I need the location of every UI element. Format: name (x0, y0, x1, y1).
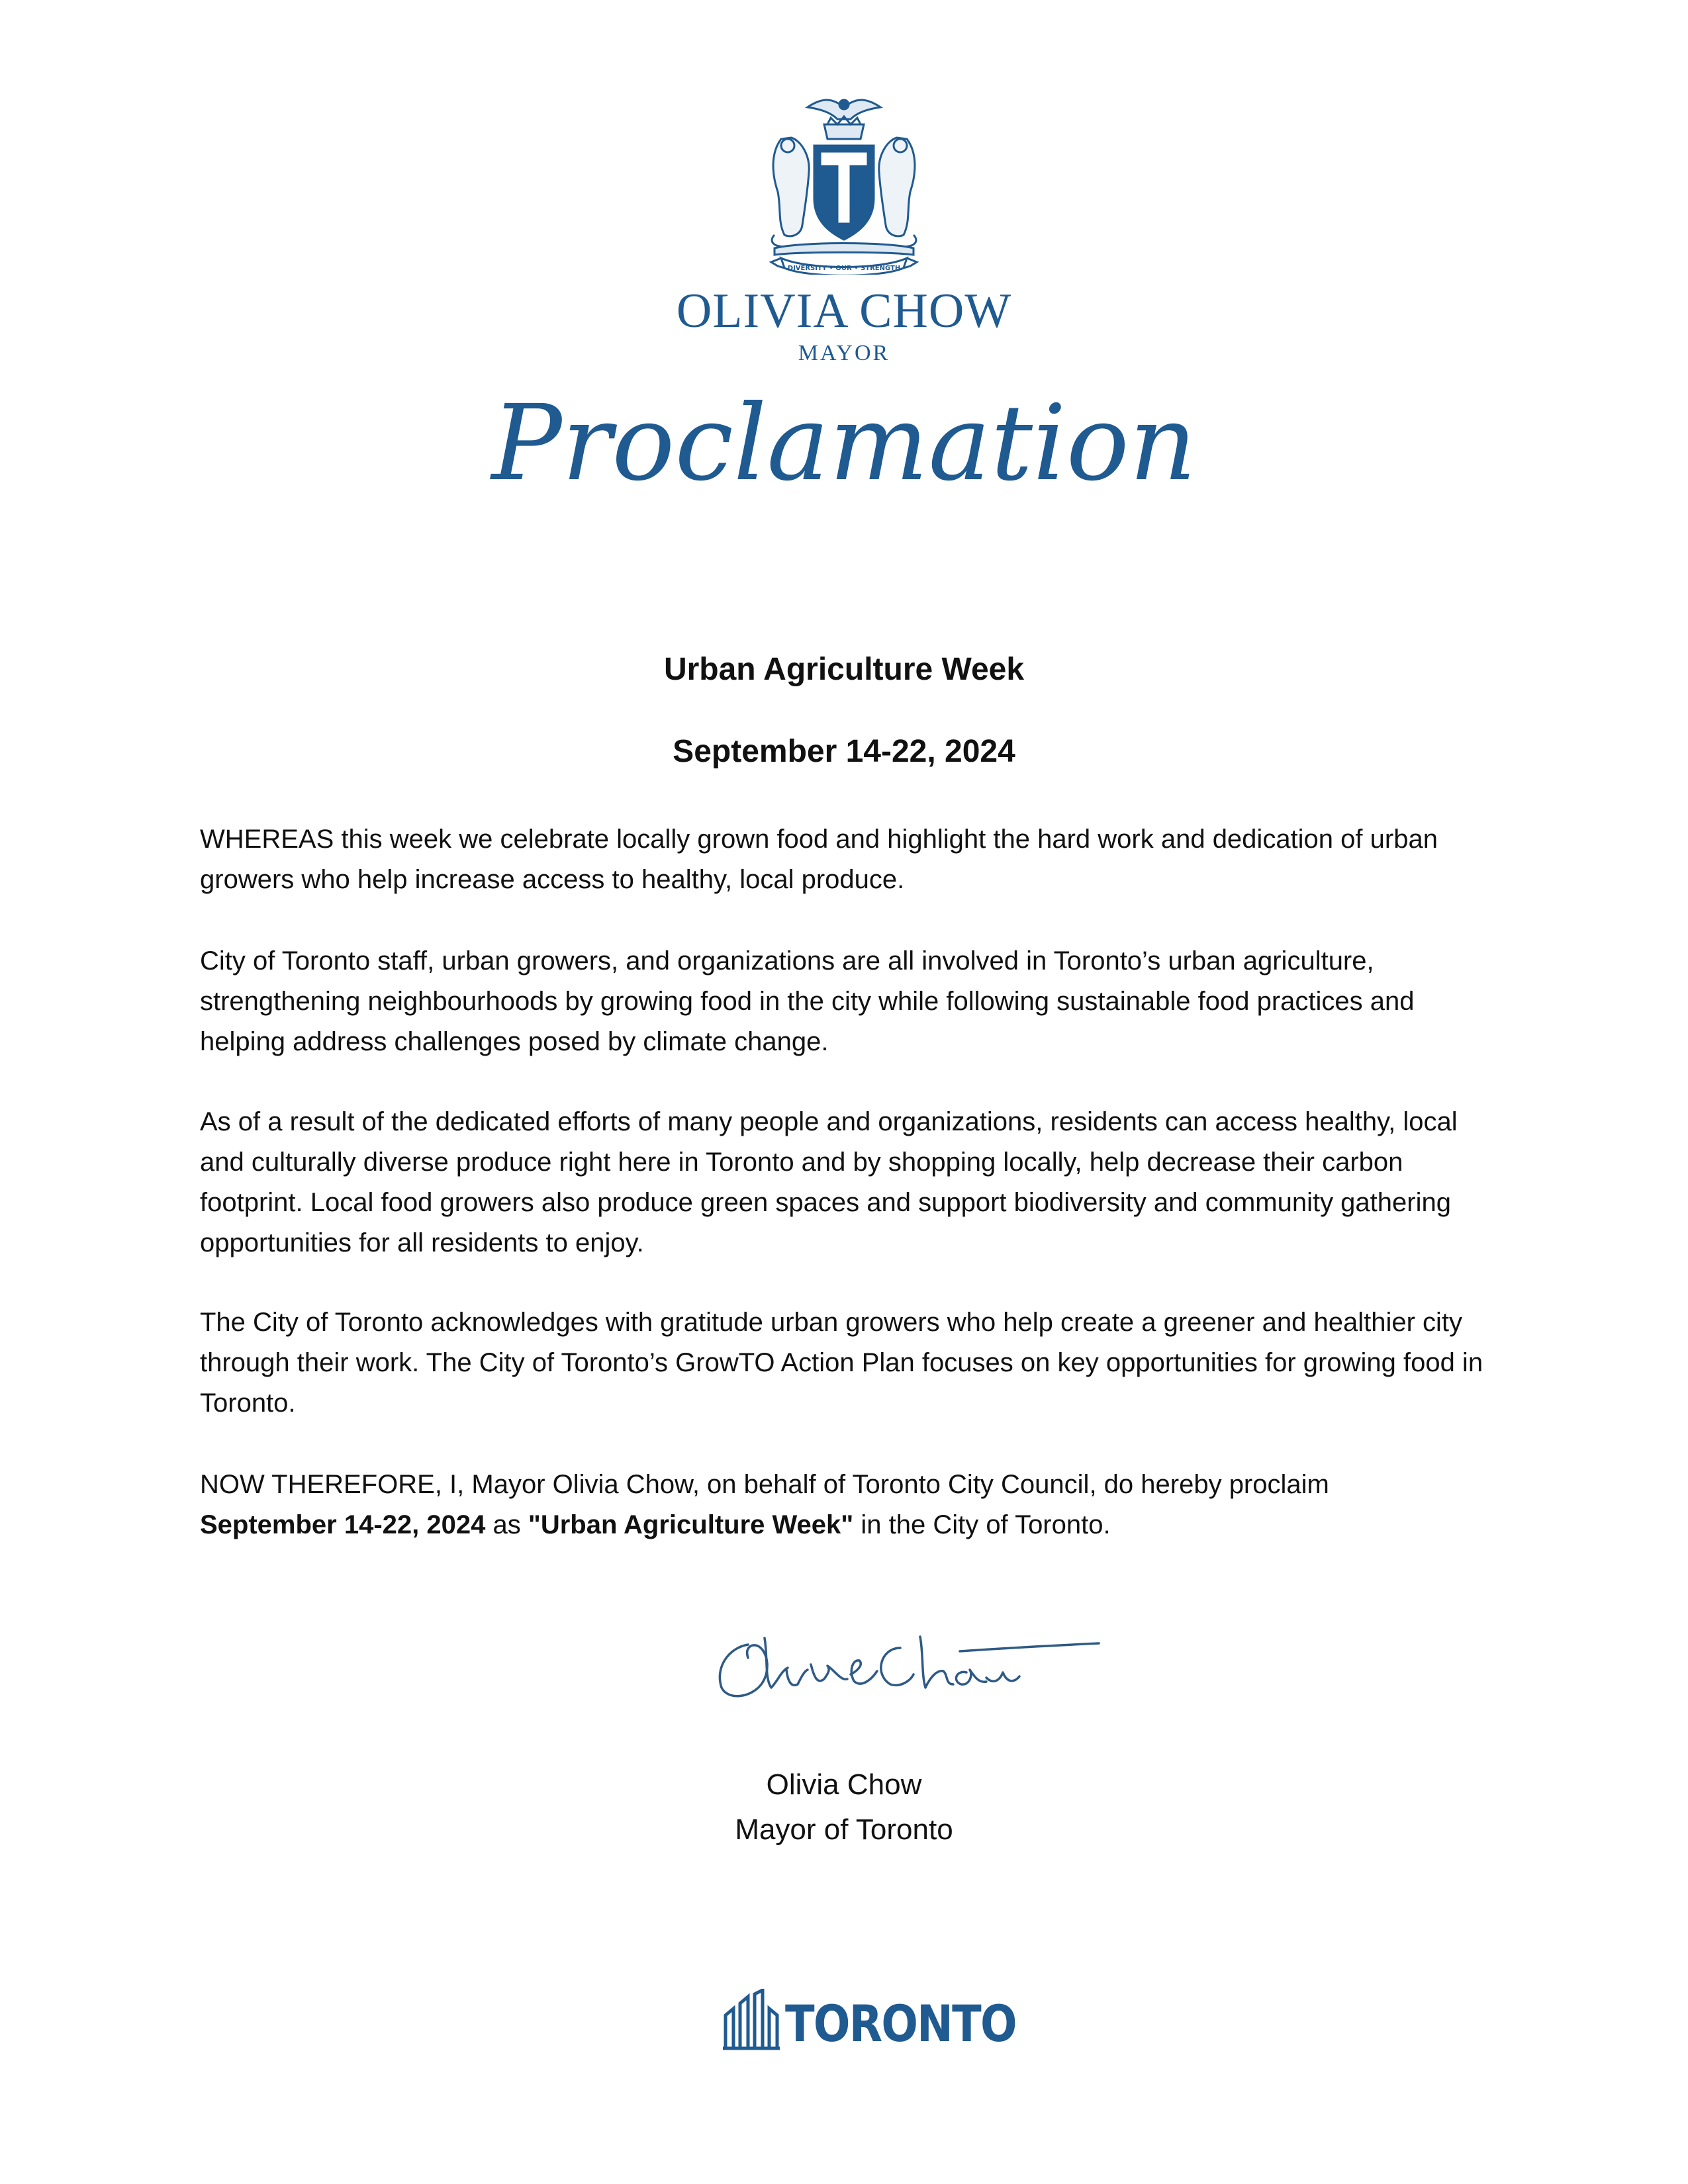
coat-of-arms-icon (761, 93, 927, 275)
closing-lead: NOW THEREFORE, I, Mayor Olivia Chow, on behalf of Toronto City Council, do hereby proclaim (200, 1470, 1329, 1499)
paragraph-proclamation (200, 1465, 1497, 1545)
closing-date: September 14-22, 2024 (200, 1510, 486, 1539)
closing-event: "Urban Agriculture Week" (528, 1510, 854, 1539)
office-title: MAYOR (798, 341, 890, 365)
crest-motto: DIVERSITY • OUR • STRENGTH (787, 265, 901, 272)
document-type-heading: Proclamation (491, 383, 1197, 504)
paragraph-acknowledgement: The City of Toronto acknowledges with gratitude urban growers who help create a greener and healthier city through their work. The City of Toronto’s GrowTO Action Plan focuses on key opportunities for growing food in Toronto. (200, 1308, 1483, 1418)
signer-name: Olivia Chow (766, 1768, 922, 1801)
paragraph-involvement: City of Toronto staff, urban growers, and organizations are all involved in Toronto’s urban agriculture, strengthening neighbourhoods by growing food in the city while following sustainable food practices and helping address challenges posed by climate change. (200, 946, 1415, 1056)
closing-connector: as (485, 1510, 528, 1539)
paragraph-results: As of a result of the dedicated efforts of many people and organizations, residents can access healthy, local and culturally diverse produce right here in Toronto and by shopping locally, help decrease their carbon footprint. Local food growers also produce green spaces and support biodiversity and community gathering opportunities for all residents to enjoy. (200, 1107, 1458, 1257)
signer-title: Mayor of Toronto (735, 1813, 953, 1846)
toronto-wordmark: TORONTO (785, 1994, 1016, 2053)
closing-tail: in the City of Toronto. (853, 1510, 1111, 1539)
office-name: OLIVIA CHOW (676, 284, 1012, 338)
proclamation-dates: September 14-22, 2024 (673, 734, 1015, 769)
paragraph-whereas: WHEREAS this week we celebrate locally grown food and highlight the hard work and dedication of urban growers who help increase access to healthy, local produce. (200, 825, 1438, 894)
signature-image (702, 1618, 1105, 1717)
proclamation-title: Urban Agriculture Week (663, 652, 1025, 687)
